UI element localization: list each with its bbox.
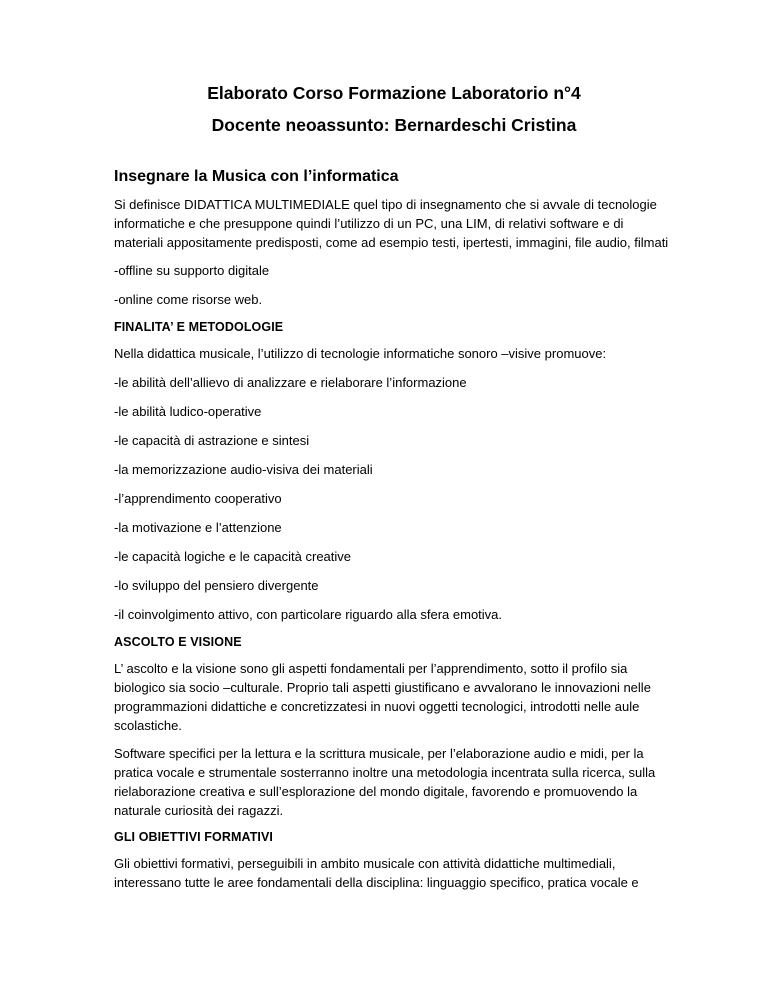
finalita-item: -il coinvolgimento attivo, con particolare riguardo alla sfera emotiva. [114, 607, 503, 622]
intro-item-online: -online come risorse web. [114, 292, 263, 307]
finalita-item: -le capacità logiche e le capacità creative [114, 549, 352, 564]
heading-obiettivi: GLI OBIETTIVI FORMATIVI [114, 830, 274, 844]
intro-item-offline: -offline su supporto digitale [114, 263, 270, 278]
finalita-item: -lo sviluppo del pensiero divergente [114, 578, 319, 593]
intro-paragraph: Si definisce DIDATTICA MULTIMEDIALE quel tipo di insegnamento che si avvale di tecnologie informatiche e che presuppone quindi l’utilizzo di un PC, una LIM, di relativi software e di materiali appositamente predisposti, come ad esempio testi, ipertesti, immagini, file audio, filmati [114, 197, 669, 250]
finalita-item: -l’apprendimento cooperativo [114, 491, 282, 506]
ascolto-paragraph-1: L’ ascolto e la visione sono gli aspetti fondamentali per l’apprendimento, sotto il profilo sia biologico sia socio –culturale. Proprio tali aspetti giustificano e avvalorano le innovazioni nelle programmazioni didattiche e concretizzatesi in nuovi oggetti tecnologici, introdotti nelle aule scolastiche. [114, 661, 651, 733]
finalita-lead: Nella didattica musicale, l’utilizzo di tecnologie informatiche sonoro –visive promuove: [114, 346, 607, 361]
finalita-item: -le abilità ludico-operative [114, 404, 262, 419]
ascolto-paragraph-2: Software specifici per la lettura e la scrittura musicale, per l’elaborazione audio e midi, per la pratica vocale e strumentale sosterranno inoltre una metodologia incentrata sulla ricerca, sulla rielaborazione creativa e sull’esplorazione del mondo digitale, favorendo e promuovendo la naturale curiosità dei ragazzi. [114, 746, 656, 818]
section-title: Insegnare la Musica con l’informatica [114, 168, 399, 185]
document-body [114, 82, 674, 901]
finalita-item: -le abilità dell’allievo di analizzare e rielaborare l’informazione [114, 375, 467, 390]
finalita-item: -la memorizzazione audio-visiva dei materiali [114, 462, 373, 477]
heading-ascolto: ASCOLTO E VISIONE [114, 635, 242, 649]
finalita-item: -la motivazione e l’attenzione [114, 520, 282, 535]
obiettivi-paragraph: Gli obiettivi formativi, perseguibili in ambito musicale con attività didattiche multimediali, interessano tutte le aree fondamentali della disciplina: linguaggio specifico, pratica vocale e [114, 856, 639, 890]
document-title: Elaborato Corso Formazione Laboratorio n°4 [207, 83, 581, 103]
heading-finalita: FINALITA’ E METODOLOGIE [114, 320, 284, 334]
finalita-item: -le capacità di astrazione e sintesi [114, 433, 310, 448]
document-author: Docente neoassunto: Bernardeschi Cristina [211, 115, 577, 135]
